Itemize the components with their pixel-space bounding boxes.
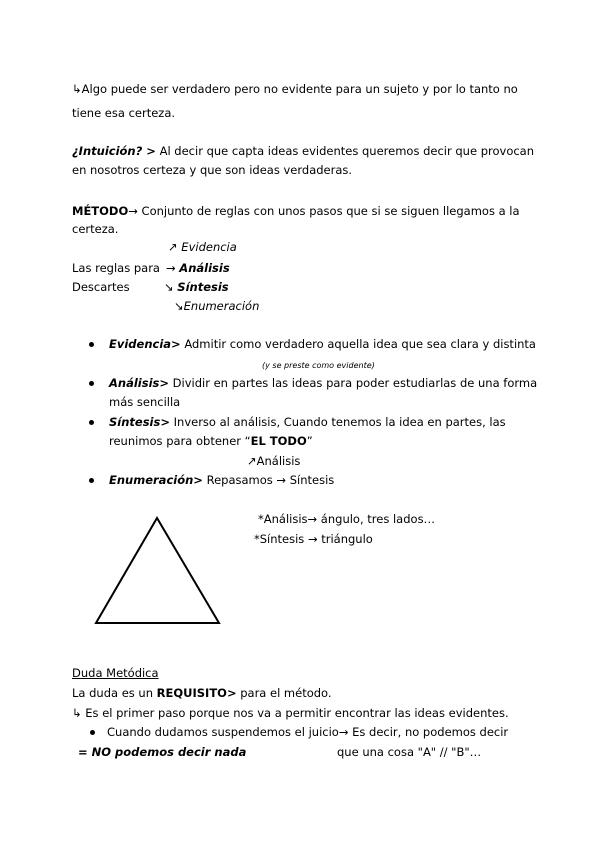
evidencia-note: (y se preste como evidente) <box>262 361 375 370</box>
bullet-icon <box>90 730 95 735</box>
paragraph-line: certeza. <box>72 222 119 236</box>
bullet-analisis: Análisis> Dividir en partes las ideas para poder estudiarlas de una forma <box>109 376 538 390</box>
triangle-drawing <box>94 516 224 628</box>
paragraph-line: ↳Algo puede ser verdadero pero no evidente para un sujeto y por lo tanto no <box>72 82 518 96</box>
metodo-text: → Conjunto de reglas con unos pasos que si se siguen llegamos a la <box>128 204 520 218</box>
bullet-enumeracion: Enumeración> Repasamos → Síntesis <box>109 473 335 487</box>
duda-line: = NO podemos decir nada <box>78 745 247 759</box>
bullet-icon <box>89 478 94 483</box>
metodo-label: MÉTODO <box>72 204 129 218</box>
bullet-analisis-cont: más sencilla <box>109 395 181 409</box>
triangle-note: *Síntesis → triángulo <box>254 532 373 546</box>
triangle-shape <box>96 518 219 623</box>
duda-line: que una cosa "A" // "B"… <box>337 745 482 759</box>
rule-sintesis: ↘ Síntesis <box>164 280 229 294</box>
metodo-line <box>72 204 520 219</box>
bullet-icon <box>89 381 94 386</box>
intuicion-label: ¿Intuición? > <box>72 144 156 158</box>
triangle-note: *Análisis→ ángulo, tres lados… <box>258 512 436 526</box>
duda-line: Cuando dudamos suspendemos el juicio→ Es decir, no podemos decir <box>107 725 509 739</box>
duda-line: La duda es un REQUISITO> para el método. <box>72 686 332 700</box>
rules-left-label: Descartes <box>72 280 130 294</box>
paragraph-line: en nosotros certeza y que son ideas verdaderas. <box>72 163 353 177</box>
arrow-right-icon: → <box>166 261 180 275</box>
bullet-sintesis: Síntesis> Inverso al análisis, Cuando tenemos la idea en partes, las <box>109 415 506 429</box>
rules-left-label: Las reglas para <box>72 261 160 275</box>
intuicion-text: Al decir que capta ideas evidentes queremos decir que provocan <box>155 144 535 158</box>
duda-line: ↳ Es el primer paso porque nos va a permitir encontrar las ideas evidentes. <box>72 706 509 720</box>
sintesis-note: ↗Análisis <box>247 454 301 468</box>
bullet-icon <box>89 342 94 347</box>
intuicion-line <box>72 144 534 159</box>
paragraph-line: tiene esa certeza. <box>72 106 176 120</box>
arrow-down-right-icon: ↘ <box>164 280 178 294</box>
bullet-evidencia: Evidencia> Admitir como verdadero aquella idea que sea clara y distinta <box>109 337 536 351</box>
bullet-icon <box>89 420 94 425</box>
arrow-up-right-icon: ↗ <box>168 240 182 254</box>
arrow-down-right-icon: ↘ <box>174 299 184 313</box>
rule-analisis: → Análisis <box>166 261 230 275</box>
rule-evidencia: ↗ Evidencia <box>168 240 237 254</box>
bullet-sintesis-cont: reunimos para obtener “EL TODO” <box>109 434 313 448</box>
rule-enumeracion: ↘Enumeración <box>174 299 260 313</box>
duda-title: Duda Metódica <box>72 666 159 680</box>
